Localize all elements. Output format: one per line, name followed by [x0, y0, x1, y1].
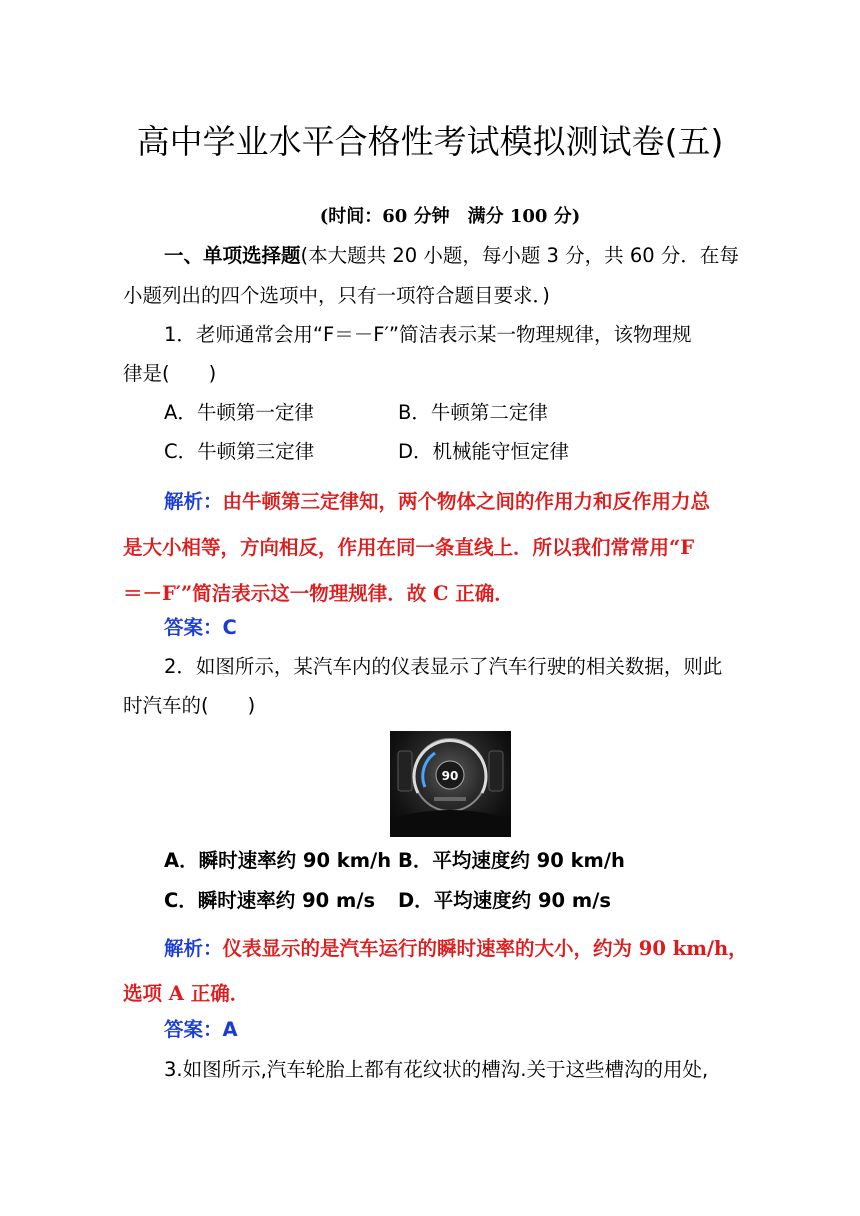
- q1-option-d: D．机械能守恒定律: [398, 440, 570, 463]
- q1-analysis-label: 解析：: [164, 490, 223, 513]
- q1-option-b: B．牛顿第二定律: [398, 401, 548, 424]
- q2-stem-2: 时汽车的( ): [123, 694, 256, 717]
- section-desc-1: (本大题共 20 小题，每小题 3 分，共 60 分．在每: [300, 244, 739, 267]
- q2-option-d: D．平均速度约 90 m/s: [398, 889, 611, 912]
- speedometer-image: [390, 731, 511, 837]
- q2-answer: 答案：A: [164, 1018, 238, 1041]
- q1-option-c: C．牛顿第三定律: [164, 440, 315, 463]
- q1-stem-1: 1．老师通常会用“F＝－F′”简洁表示某一物理规律，该物理规: [164, 323, 692, 346]
- q2-analysis-label: 解析：: [164, 937, 223, 960]
- q3-stem-1: 3.如图所示,汽车轮胎上都有花纹状的槽沟.关于这些槽沟的用处,: [164, 1058, 709, 1081]
- q2-option-b: B．平均速度约 90 km/h: [398, 849, 625, 872]
- q1-analysis-1: [164, 487, 710, 517]
- speedometer-icon: [390, 731, 511, 837]
- q2-analysis-1: [164, 934, 748, 964]
- q2-option-a: A．瞬时速率约 90 km/h: [164, 849, 392, 872]
- q1-stem-2: 律是( ): [123, 362, 217, 385]
- section-desc-2: 小题列出的四个选项中，只有一项符合题目要求．): [123, 284, 550, 307]
- q2-analysis-2: 选项 A 正确．: [123, 982, 250, 1005]
- gauge-reading: 90: [441, 769, 459, 783]
- q2-stem-1: 2．如图所示，某汽车内的仪表显示了汽车行驶的相关数据，则此: [164, 655, 723, 678]
- q1-analysis-3: ＝－F′”简洁表示这一物理规律．故 C 正确．: [123, 582, 514, 605]
- q1-analysis-text-1: 由牛顿第三定律知，两个物体之间的作用力和反作用力总: [222, 490, 711, 513]
- exam-info: (时间：60 分钟 满分 100 分): [319, 206, 581, 227]
- q1-option-a: A．牛顿第一定律: [164, 401, 314, 424]
- section-heading: 一、单项选择题: [164, 244, 301, 267]
- q1-answer: 答案：C: [164, 616, 237, 639]
- q2-analysis-text-1: 仪表显示的是汽车运行的瞬时速率的大小，约为 90 km/h，: [222, 937, 748, 960]
- q1-analysis-2: 是大小相等，方向相反，作用在同一条直线上．所以我们常常用“F: [123, 536, 695, 559]
- q2-option-c: C．瞬时速率约 90 m/s: [164, 889, 376, 912]
- section-heading-line: [164, 241, 739, 271]
- page-title: 高中学业水平合格性考试模拟测试卷(五): [136, 122, 724, 161]
